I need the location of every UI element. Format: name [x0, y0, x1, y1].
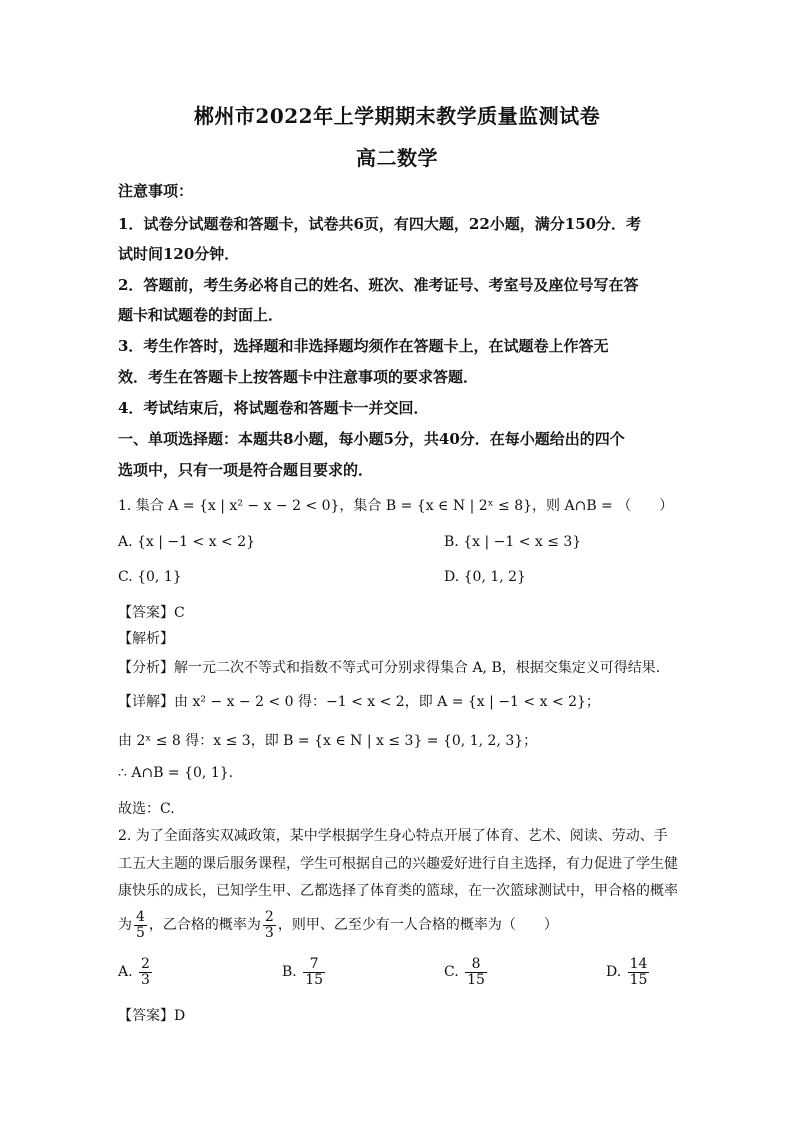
fraction-numerator: 2: [141, 956, 150, 972]
q2-answer: 【答案】D: [118, 1008, 186, 1024]
option-fraction: [303, 957, 325, 987]
notice-line-6: 效．考生在答题卡上按答题卡中注意事项的要求答题．: [118, 368, 479, 386]
fraction-denominator: 5: [136, 924, 145, 941]
exam-subtitle: 高二数学: [356, 146, 438, 170]
q2-fraction-2-3: [263, 910, 276, 940]
q2-line-1: 2. 为了全面落实双减政策，某中学根据学生身心特点开展了体育、艺术、阅读、劳动、手: [118, 828, 668, 844]
fraction-numerator: 7: [303, 957, 325, 973]
q2-line-4-post: ，则甲、乙至少有一人合格的概率为（ ）: [277, 917, 558, 933]
q1-detail-2: 由 2ˣ ≤ 8 得：x ≤ 3，即 B = {x ∈ N | x ≤ 3} = {0, 1, 2, 3}；: [118, 733, 538, 749]
fraction-denominator: 15: [467, 971, 485, 988]
q1-stem: 1. 集合 A = {x | x² − x − 2 < 0}，集合 B = {x ∈ N | 2ˣ ≤ 8}，则 A∩B = （ ）: [118, 498, 674, 514]
q1-answer: 【答案】C: [118, 605, 185, 621]
q2-fraction-4-5: [134, 910, 147, 940]
q1-detail-1: 【详解】由 x² − x − 2 < 0 得：−1 < x < 2，即 A = {x | −1 < x < 2}；: [118, 694, 600, 710]
notice-line-3: 2．答题前，考生务必将自己的姓名、班次、准考证号、考室号及座位号写在答: [118, 276, 639, 294]
fraction-numerator: 14: [629, 956, 648, 972]
option-fraction: [465, 957, 487, 987]
section-heading-line-1: 一、单项选择题：本题共8小题，每小题5分，共40分．在每小题给出的四个: [118, 430, 625, 448]
notice-line-1: 1．试卷分试题卷和答题卡，试卷共6页，有四大题，22小题，满分150分．考: [118, 215, 642, 233]
q2-line-4-mid: ，乙合格的概率为: [148, 917, 261, 933]
q1-option-c: C. {0, 1}: [118, 569, 182, 585]
q2-line-3: 康快乐的成长，已知学生甲、乙都选择了体育类的篮球，在一次篮球测试中，甲合格的概率: [118, 883, 678, 899]
q2-line-2: 工五大主题的课后服务课程，学生可根据自己的兴趣爱好进行自主选择，有力促进了学生健: [118, 856, 678, 872]
notice-line-2: 试时间120分钟．: [118, 245, 240, 263]
q1-jiexi-label: 【解析】: [118, 631, 174, 647]
q2-option-c: [444, 957, 489, 987]
option-fraction: [139, 957, 152, 987]
q2-option-d: [606, 957, 651, 987]
option-fraction: [628, 957, 650, 987]
q1-option-d: D. {0, 1, 2}: [444, 569, 526, 585]
q1-analysis: 【分析】解一元二次不等式和指数不等式可分别求得集合 A, B，根据交集定义可得结果.: [118, 660, 661, 676]
option-label: D.: [606, 964, 622, 981]
q1-choose: 故选：C.: [118, 801, 175, 817]
notice-heading: 注意事项：: [118, 182, 194, 200]
q1-detail-3: ∴ A∩B = {0, 1}.: [118, 765, 234, 781]
fraction-numerator: 2: [264, 908, 274, 925]
q2-option-a: [118, 957, 154, 987]
fraction-denominator: 15: [305, 971, 324, 988]
section-heading-line-2: 选项中，只有一项是符合题目要求的．: [118, 461, 374, 479]
q2-option-b: [282, 957, 327, 987]
notice-line-5: 3．考生作答时，选择题和非选择题均须作在答题卡上，在试题卷上作答无: [118, 337, 609, 355]
notice-line-4: 题卡和试题卷的封面上．: [118, 306, 284, 324]
fraction-denominator: 3: [264, 924, 274, 941]
fraction-denominator: 3: [141, 971, 150, 988]
q2-line-4-pre: 为: [118, 917, 132, 933]
q1-option-a: A. {x | −1 < x < 2}: [118, 534, 256, 550]
q2-line-4: [118, 905, 678, 945]
exam-title: 郴州市2022年上学期期末教学质量监测试卷: [193, 104, 601, 128]
option-label: A.: [118, 964, 133, 981]
notice-line-7: 4．考试结束后，将试题卷和答题卡一并交回．: [118, 399, 429, 417]
option-label: C.: [444, 964, 459, 981]
fraction-denominator: 15: [629, 971, 648, 988]
q1-option-b: B. {x | −1 < x ≤ 3}: [444, 534, 582, 550]
fraction-numerator: 4: [136, 908, 145, 925]
fraction-numerator: 8: [465, 957, 487, 973]
option-label: B.: [282, 964, 297, 981]
